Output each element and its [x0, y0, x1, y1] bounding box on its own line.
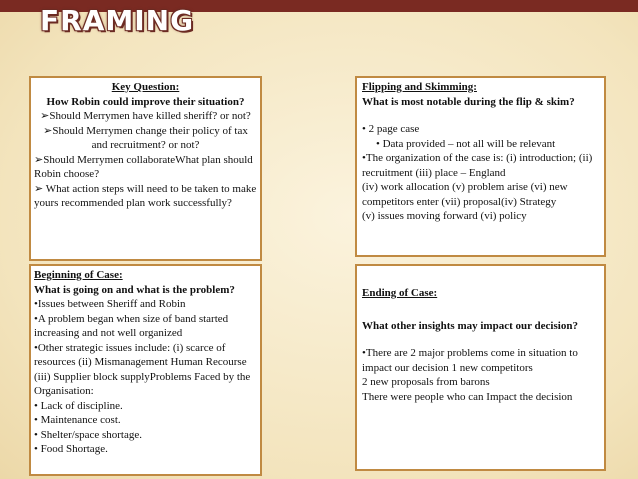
ending-line: 2 new proposals from barons [362, 376, 490, 389]
arrow-bullet-icon: ➢ [34, 153, 44, 166]
key-question-item: ➢Should Merrymen have killed sheriff? or not? [40, 110, 251, 123]
key-question-text: How Robin could improve their situation? [46, 95, 245, 108]
ending-line: There were people who can Impact the decision [362, 390, 573, 403]
beginning-heading: Beginning of Case: [34, 269, 123, 281]
key-question-heading: Key Question: [111, 81, 180, 93]
flipping-question: What is most notable during the flip & skim? [362, 95, 575, 108]
beginning-line: • Shelter/space shortage. [34, 428, 143, 441]
ending-line: •There are 2 major problems come in situation to impact our decision 1 new competitors [362, 347, 578, 374]
ending-question: What other insights may impact our decision? [362, 319, 578, 332]
key-question-item: ➢Should Merrymen collaborateWhat plan should Robin choose? [34, 153, 253, 181]
flipping-skimming-panel [355, 76, 606, 257]
beginning-line: •A problem began when size of band started increasing and not well organized [34, 312, 229, 340]
beginning-line: • Lack of discipline. [34, 399, 123, 412]
arrow-bullet-icon: ➢ [43, 124, 53, 137]
key-question-panel [29, 76, 262, 261]
slide-title: FRAMING [40, 4, 195, 37]
beginning-question: What is going on and what is the problem? [34, 283, 235, 296]
key-question-item: ➢Should Merrymen change their policy of tax and recruitment? or not? [43, 124, 248, 152]
key-question-item: ➢ What action steps will need to be taken to make yours recommended plan work successfully? [34, 182, 257, 210]
beginning-line: • Maintenance cost. [34, 414, 121, 427]
beginning-line: •Issues between Sheriff and Robin [34, 298, 186, 311]
flipping-line: (iv) work allocation (v) problem arise (vi) new competitors enter (vii) proposal(iv) Strategy [362, 181, 568, 208]
flipping-line: •The organization of the case is: (i) introduction; (ii) recruitment (iii) place – England [362, 152, 593, 179]
beginning-line: • Food Shortage. [34, 443, 108, 456]
arrow-bullet-icon: ➢ [34, 182, 44, 195]
flipping-line: (v) issues moving forward (vi) policy [362, 210, 527, 223]
ending-of-case-panel [355, 264, 606, 471]
ending-heading: Ending of Case: [362, 287, 438, 299]
flipping-heading: Flipping and Skimming: [362, 81, 477, 93]
beginning-of-case-panel [29, 264, 262, 476]
flipping-line: • Data provided – not all will be relevant [376, 137, 556, 150]
arrow-bullet-icon: ➢ [40, 110, 50, 123]
beginning-line: •Other strategic issues include: (i) scarce of resources (ii) Mismanagement Human Recourse (iii) Supplier block supplyProblems Faced by the Organisation: [34, 341, 251, 398]
flipping-line: • 2 page case [362, 123, 420, 136]
